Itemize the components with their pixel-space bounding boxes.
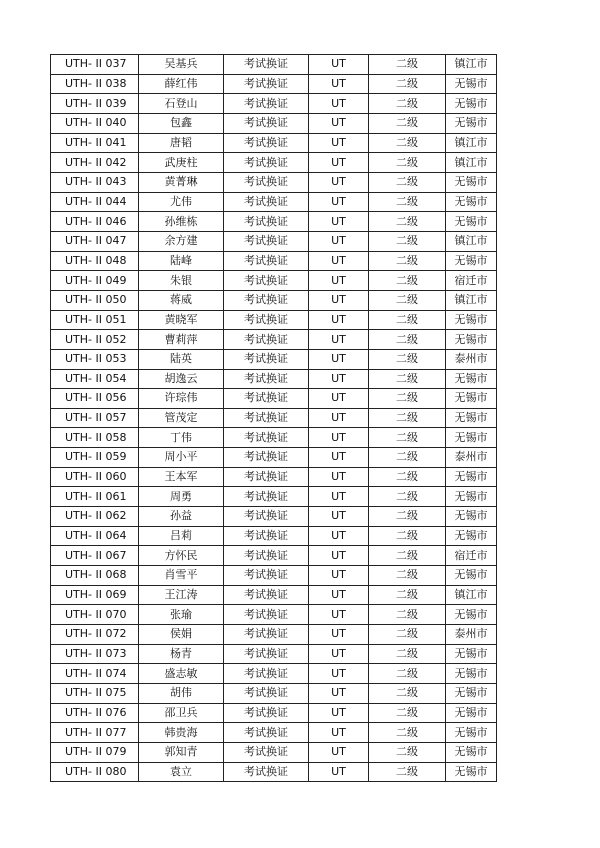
- table-row: [51, 742, 497, 762]
- city-cell: 无锡市: [446, 172, 497, 192]
- method-cell: UT: [309, 507, 369, 527]
- cert-number-cell: UTH- II 050: [51, 290, 139, 310]
- method-cell: UT: [309, 546, 369, 566]
- cert-number-cell: UTH- II 061: [51, 487, 139, 507]
- type-cell: 考试换证: [224, 251, 309, 271]
- level-cell: 二级: [369, 408, 446, 428]
- cert-number-cell: UTH- II 077: [51, 723, 139, 743]
- cert-number-cell: UTH- II 064: [51, 526, 139, 546]
- table-row: [51, 703, 497, 723]
- city-cell: 无锡市: [446, 703, 497, 723]
- name-cell: 周勇: [139, 487, 224, 507]
- name-cell: 胡逸云: [139, 369, 224, 389]
- city-cell: 镇江市: [446, 133, 497, 153]
- certificate-table: [50, 54, 497, 782]
- city-cell: 宿迁市: [446, 271, 497, 291]
- cert-number-cell: UTH- II 041: [51, 133, 139, 153]
- method-cell: UT: [309, 408, 369, 428]
- type-cell: 考试换证: [224, 271, 309, 291]
- table-row: [51, 74, 497, 94]
- method-cell: UT: [309, 389, 369, 409]
- table-row: [51, 605, 497, 625]
- name-cell: 孙维栋: [139, 212, 224, 232]
- cert-number-cell: UTH- II 049: [51, 271, 139, 291]
- method-cell: UT: [309, 251, 369, 271]
- type-cell: 考试换证: [224, 231, 309, 251]
- type-cell: 考试换证: [224, 310, 309, 330]
- table-row: [51, 507, 497, 527]
- level-cell: 二级: [369, 605, 446, 625]
- type-cell: 考试换证: [224, 133, 309, 153]
- table-row: [51, 625, 497, 645]
- level-cell: 二级: [369, 448, 446, 468]
- table-row: [51, 723, 497, 743]
- name-cell: 唐韬: [139, 133, 224, 153]
- type-cell: 考试换证: [224, 55, 309, 75]
- cert-number-cell: UTH- II 047: [51, 231, 139, 251]
- table-row: [51, 644, 497, 664]
- method-cell: UT: [309, 487, 369, 507]
- level-cell: 二级: [369, 55, 446, 75]
- table-row: [51, 153, 497, 173]
- cert-number-cell: UTH- II 042: [51, 153, 139, 173]
- table-row: [51, 684, 497, 704]
- city-cell: 无锡市: [446, 467, 497, 487]
- cert-number-cell: UTH- II 070: [51, 605, 139, 625]
- cert-number-cell: UTH- II 079: [51, 742, 139, 762]
- table-row: [51, 389, 497, 409]
- method-cell: UT: [309, 74, 369, 94]
- name-cell: 杨青: [139, 644, 224, 664]
- level-cell: 二级: [369, 212, 446, 232]
- table-row: [51, 487, 497, 507]
- city-cell: 无锡市: [446, 664, 497, 684]
- type-cell: 考试换证: [224, 349, 309, 369]
- level-cell: 二级: [369, 153, 446, 173]
- type-cell: 考试换证: [224, 585, 309, 605]
- level-cell: 二级: [369, 703, 446, 723]
- name-cell: 陆英: [139, 349, 224, 369]
- type-cell: 考试换证: [224, 487, 309, 507]
- name-cell: 丁伟: [139, 428, 224, 448]
- name-cell: 周小平: [139, 448, 224, 468]
- cert-number-cell: UTH- II 069: [51, 585, 139, 605]
- table-row: [51, 271, 497, 291]
- method-cell: UT: [309, 428, 369, 448]
- name-cell: 肖雪平: [139, 566, 224, 586]
- cert-number-cell: UTH- II 060: [51, 467, 139, 487]
- cert-number-cell: UTH- II 048: [51, 251, 139, 271]
- type-cell: 考试换证: [224, 644, 309, 664]
- table-row: [51, 664, 497, 684]
- table-row: [51, 467, 497, 487]
- name-cell: 吕莉: [139, 526, 224, 546]
- city-cell: 无锡市: [446, 94, 497, 114]
- city-cell: 泰州市: [446, 625, 497, 645]
- city-cell: 无锡市: [446, 389, 497, 409]
- table-row: [51, 566, 497, 586]
- method-cell: UT: [309, 664, 369, 684]
- method-cell: UT: [309, 566, 369, 586]
- table-row: [51, 290, 497, 310]
- table-row: [51, 428, 497, 448]
- city-cell: 无锡市: [446, 507, 497, 527]
- level-cell: 二级: [369, 428, 446, 448]
- name-cell: 朱银: [139, 271, 224, 291]
- type-cell: 考试换证: [224, 625, 309, 645]
- method-cell: UT: [309, 212, 369, 232]
- method-cell: UT: [309, 703, 369, 723]
- city-cell: 无锡市: [446, 644, 497, 664]
- level-cell: 二级: [369, 546, 446, 566]
- city-cell: 镇江市: [446, 290, 497, 310]
- method-cell: UT: [309, 330, 369, 350]
- level-cell: 二级: [369, 231, 446, 251]
- method-cell: UT: [309, 310, 369, 330]
- level-cell: 二级: [369, 271, 446, 291]
- type-cell: 考试换证: [224, 113, 309, 133]
- table-row: [51, 762, 497, 782]
- method-cell: UT: [309, 94, 369, 114]
- table-row: [51, 94, 497, 114]
- method-cell: UT: [309, 467, 369, 487]
- level-cell: 二级: [369, 526, 446, 546]
- level-cell: 二级: [369, 664, 446, 684]
- method-cell: UT: [309, 133, 369, 153]
- level-cell: 二级: [369, 172, 446, 192]
- name-cell: 孙益: [139, 507, 224, 527]
- type-cell: 考试换证: [224, 566, 309, 586]
- cert-number-cell: UTH- II 056: [51, 389, 139, 409]
- cert-number-cell: UTH- II 072: [51, 625, 139, 645]
- cert-number-cell: UTH- II 053: [51, 349, 139, 369]
- type-cell: 考试换证: [224, 742, 309, 762]
- name-cell: 黄晓军: [139, 310, 224, 330]
- cert-number-cell: UTH- II 040: [51, 113, 139, 133]
- cert-number-cell: UTH- II 044: [51, 192, 139, 212]
- name-cell: 王本军: [139, 467, 224, 487]
- type-cell: 考试换证: [224, 369, 309, 389]
- city-cell: 无锡市: [446, 762, 497, 782]
- method-cell: UT: [309, 625, 369, 645]
- name-cell: 张瑜: [139, 605, 224, 625]
- type-cell: 考试换证: [224, 153, 309, 173]
- cert-number-cell: UTH- II 074: [51, 664, 139, 684]
- name-cell: 陆峰: [139, 251, 224, 271]
- table-row: [51, 526, 497, 546]
- method-cell: UT: [309, 684, 369, 704]
- table-row: [51, 448, 497, 468]
- level-cell: 二级: [369, 251, 446, 271]
- method-cell: UT: [309, 192, 369, 212]
- cert-number-cell: UTH- II 058: [51, 428, 139, 448]
- type-cell: 考试换证: [224, 428, 309, 448]
- city-cell: 镇江市: [446, 585, 497, 605]
- city-cell: 无锡市: [446, 408, 497, 428]
- name-cell: 蒋威: [139, 290, 224, 310]
- name-cell: 管茂定: [139, 408, 224, 428]
- table-row: [51, 251, 497, 271]
- type-cell: 考试换证: [224, 192, 309, 212]
- type-cell: 考试换证: [224, 389, 309, 409]
- name-cell: 武庚柱: [139, 153, 224, 173]
- name-cell: 袁立: [139, 762, 224, 782]
- name-cell: 盛志敏: [139, 664, 224, 684]
- type-cell: 考试换证: [224, 703, 309, 723]
- city-cell: 宿迁市: [446, 546, 497, 566]
- method-cell: UT: [309, 605, 369, 625]
- level-cell: 二级: [369, 349, 446, 369]
- city-cell: 泰州市: [446, 349, 497, 369]
- type-cell: 考试换证: [224, 664, 309, 684]
- method-cell: UT: [309, 526, 369, 546]
- cert-number-cell: UTH- II 051: [51, 310, 139, 330]
- table-row: [51, 369, 497, 389]
- cert-number-cell: UTH- II 052: [51, 330, 139, 350]
- city-cell: 无锡市: [446, 251, 497, 271]
- cert-number-cell: UTH- II 068: [51, 566, 139, 586]
- level-cell: 二级: [369, 625, 446, 645]
- name-cell: 吴基兵: [139, 55, 224, 75]
- table-row: [51, 330, 497, 350]
- name-cell: 韩贵海: [139, 723, 224, 743]
- type-cell: 考试换证: [224, 605, 309, 625]
- table-row: [51, 113, 497, 133]
- cert-number-cell: UTH- II 059: [51, 448, 139, 468]
- cert-number-cell: UTH- II 043: [51, 172, 139, 192]
- name-cell: 许琮伟: [139, 389, 224, 409]
- cert-number-cell: UTH- II 039: [51, 94, 139, 114]
- name-cell: 黄菁琳: [139, 172, 224, 192]
- table-row: [51, 546, 497, 566]
- city-cell: 无锡市: [446, 428, 497, 448]
- type-cell: 考试换证: [224, 94, 309, 114]
- city-cell: 无锡市: [446, 310, 497, 330]
- city-cell: 无锡市: [446, 369, 497, 389]
- city-cell: 无锡市: [446, 526, 497, 546]
- method-cell: UT: [309, 231, 369, 251]
- method-cell: UT: [309, 742, 369, 762]
- method-cell: UT: [309, 290, 369, 310]
- name-cell: 邵卫兵: [139, 703, 224, 723]
- method-cell: UT: [309, 448, 369, 468]
- level-cell: 二级: [369, 369, 446, 389]
- cert-number-cell: UTH- II 054: [51, 369, 139, 389]
- table-row: [51, 212, 497, 232]
- name-cell: 侯娟: [139, 625, 224, 645]
- city-cell: 无锡市: [446, 74, 497, 94]
- city-cell: 无锡市: [446, 742, 497, 762]
- name-cell: 郭知青: [139, 742, 224, 762]
- level-cell: 二级: [369, 762, 446, 782]
- table-body: [51, 55, 497, 782]
- method-cell: UT: [309, 113, 369, 133]
- cert-number-cell: UTH- II 075: [51, 684, 139, 704]
- city-cell: 镇江市: [446, 231, 497, 251]
- table-row: [51, 585, 497, 605]
- type-cell: 考试换证: [224, 723, 309, 743]
- level-cell: 二级: [369, 290, 446, 310]
- city-cell: 泰州市: [446, 448, 497, 468]
- city-cell: 无锡市: [446, 487, 497, 507]
- cert-number-cell: UTH- II 062: [51, 507, 139, 527]
- level-cell: 二级: [369, 742, 446, 762]
- city-cell: 无锡市: [446, 566, 497, 586]
- type-cell: 考试换证: [224, 546, 309, 566]
- cert-number-cell: UTH- II 046: [51, 212, 139, 232]
- name-cell: 方怀民: [139, 546, 224, 566]
- name-cell: 石登山: [139, 94, 224, 114]
- level-cell: 二级: [369, 133, 446, 153]
- city-cell: 无锡市: [446, 723, 497, 743]
- type-cell: 考试换证: [224, 467, 309, 487]
- level-cell: 二级: [369, 723, 446, 743]
- city-cell: 镇江市: [446, 153, 497, 173]
- level-cell: 二级: [369, 94, 446, 114]
- method-cell: UT: [309, 762, 369, 782]
- cert-number-cell: UTH- II 076: [51, 703, 139, 723]
- table-row: [51, 133, 497, 153]
- level-cell: 二级: [369, 113, 446, 133]
- table-row: [51, 349, 497, 369]
- name-cell: 包鑫: [139, 113, 224, 133]
- level-cell: 二级: [369, 644, 446, 664]
- level-cell: 二级: [369, 310, 446, 330]
- method-cell: UT: [309, 369, 369, 389]
- cert-number-cell: UTH- II 037: [51, 55, 139, 75]
- name-cell: 王江涛: [139, 585, 224, 605]
- type-cell: 考试换证: [224, 212, 309, 232]
- method-cell: UT: [309, 585, 369, 605]
- type-cell: 考试换证: [224, 408, 309, 428]
- cert-number-cell: UTH- II 080: [51, 762, 139, 782]
- level-cell: 二级: [369, 74, 446, 94]
- type-cell: 考试换证: [224, 507, 309, 527]
- type-cell: 考试换证: [224, 74, 309, 94]
- level-cell: 二级: [369, 585, 446, 605]
- type-cell: 考试换证: [224, 448, 309, 468]
- method-cell: UT: [309, 723, 369, 743]
- type-cell: 考试换证: [224, 684, 309, 704]
- level-cell: 二级: [369, 507, 446, 527]
- city-cell: 镇江市: [446, 55, 497, 75]
- cert-number-cell: UTH- II 038: [51, 74, 139, 94]
- city-cell: 无锡市: [446, 684, 497, 704]
- level-cell: 二级: [369, 389, 446, 409]
- city-cell: 无锡市: [446, 212, 497, 232]
- level-cell: 二级: [369, 330, 446, 350]
- city-cell: 无锡市: [446, 192, 497, 212]
- table-row: [51, 231, 497, 251]
- method-cell: UT: [309, 349, 369, 369]
- cert-number-cell: UTH- II 057: [51, 408, 139, 428]
- name-cell: 尤伟: [139, 192, 224, 212]
- name-cell: 曹莉萍: [139, 330, 224, 350]
- table-row: [51, 192, 497, 212]
- city-cell: 无锡市: [446, 113, 497, 133]
- level-cell: 二级: [369, 467, 446, 487]
- table-row: [51, 408, 497, 428]
- method-cell: UT: [309, 55, 369, 75]
- cert-number-cell: UTH- II 073: [51, 644, 139, 664]
- level-cell: 二级: [369, 566, 446, 586]
- level-cell: 二级: [369, 684, 446, 704]
- type-cell: 考试换证: [224, 172, 309, 192]
- method-cell: UT: [309, 153, 369, 173]
- type-cell: 考试换证: [224, 330, 309, 350]
- table-row: [51, 310, 497, 330]
- cert-number-cell: UTH- II 067: [51, 546, 139, 566]
- city-cell: 无锡市: [446, 605, 497, 625]
- level-cell: 二级: [369, 487, 446, 507]
- table-row: [51, 55, 497, 75]
- type-cell: 考试换证: [224, 526, 309, 546]
- name-cell: 余方建: [139, 231, 224, 251]
- name-cell: 胡伟: [139, 684, 224, 704]
- level-cell: 二级: [369, 192, 446, 212]
- method-cell: UT: [309, 271, 369, 291]
- type-cell: 考试换证: [224, 762, 309, 782]
- name-cell: 薛红伟: [139, 74, 224, 94]
- type-cell: 考试换证: [224, 290, 309, 310]
- table-row: [51, 172, 497, 192]
- method-cell: UT: [309, 172, 369, 192]
- city-cell: 无锡市: [446, 330, 497, 350]
- method-cell: UT: [309, 644, 369, 664]
